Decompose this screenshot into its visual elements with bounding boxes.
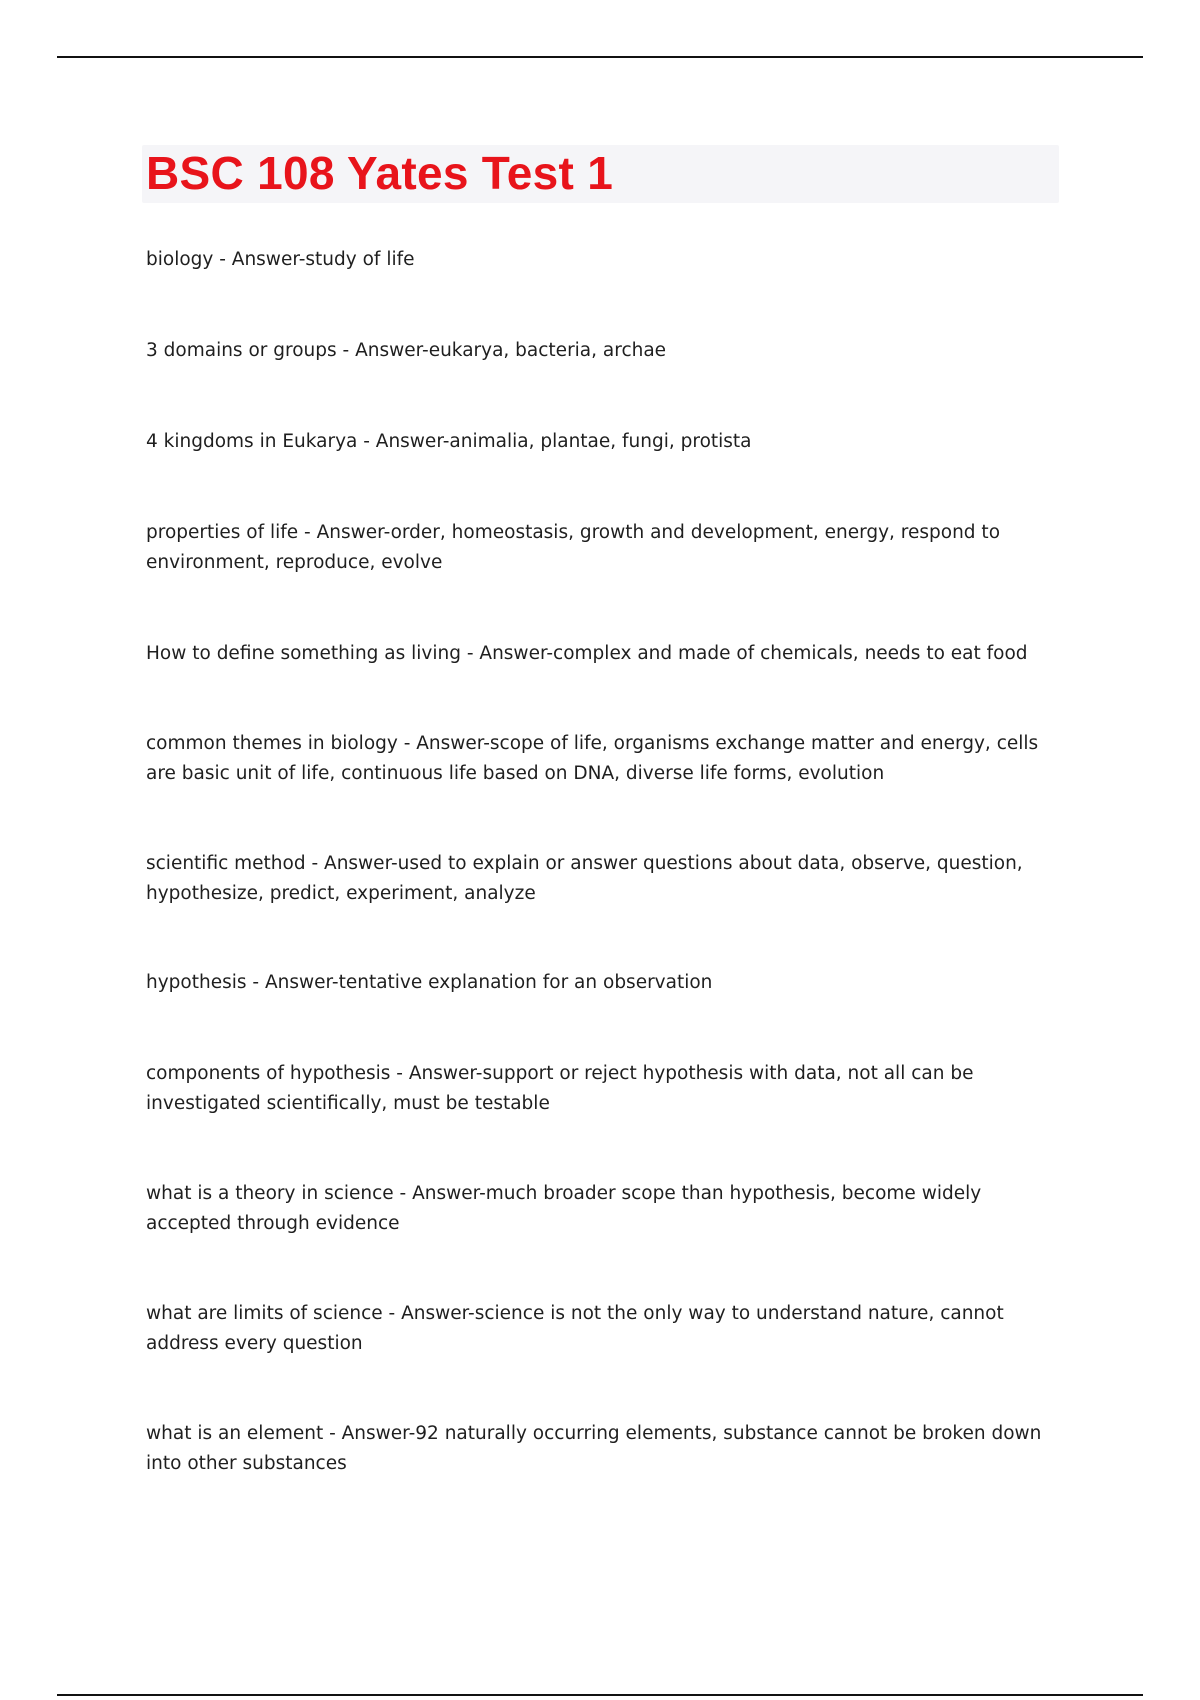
qa-entry-limits-of-science: what are limits of science - Answer-science is not the only way to understand nature, cannot address every question	[146, 1303, 1004, 1354]
qa-entry-components-of-hypothesis: components of hypothesis - Answer-support or reject hypothesis with data, not all can be investigated scientifically, must be testable	[146, 1063, 974, 1114]
qa-entry-properties-of-life: properties of life - Answer-order, homeostasis, growth and development, energy, respond to environment, reproduce, evolve	[146, 522, 1001, 573]
qa-entry-scientific-method: scientific method - Answer-used to explain or answer questions about data, observe, question, hypothesize, predict, experiment, analyze	[146, 853, 1023, 904]
footer-rule	[57, 1694, 1143, 1696]
qa-entry-common-themes: common themes in biology - Answer-scope of life, organisms exchange matter and energy, cells are basic unit of life, continuous life based on DNA, diverse life forms, evolution	[146, 733, 1039, 784]
qa-entry-kingdoms: 4 kingdoms in Eukarya - Answer-animalia, plantae, fungi, protista	[146, 431, 752, 452]
qa-entry-domains: 3 domains or groups - Answer-eukarya, bacteria, archae	[146, 340, 667, 361]
qa-entry-element: what is an element - Answer-92 naturally occurring elements, substance cannot be broken down into other substances	[146, 1423, 1042, 1474]
header-rule	[57, 56, 1143, 58]
qa-entry-theory: what is a theory in science - Answer-much broader scope than hypothesis, become widely accepted through evidence	[146, 1183, 982, 1234]
qa-entry-biology: biology - Answer-study of life	[146, 249, 415, 270]
document-title: BSC 108 Yates Test 1	[146, 147, 614, 199]
qa-entry-define-living: How to define something as living - Answer-complex and made of chemicals, needs to eat food	[146, 643, 1028, 664]
qa-entry-hypothesis: hypothesis - Answer-tentative explanation for an observation	[146, 972, 713, 993]
